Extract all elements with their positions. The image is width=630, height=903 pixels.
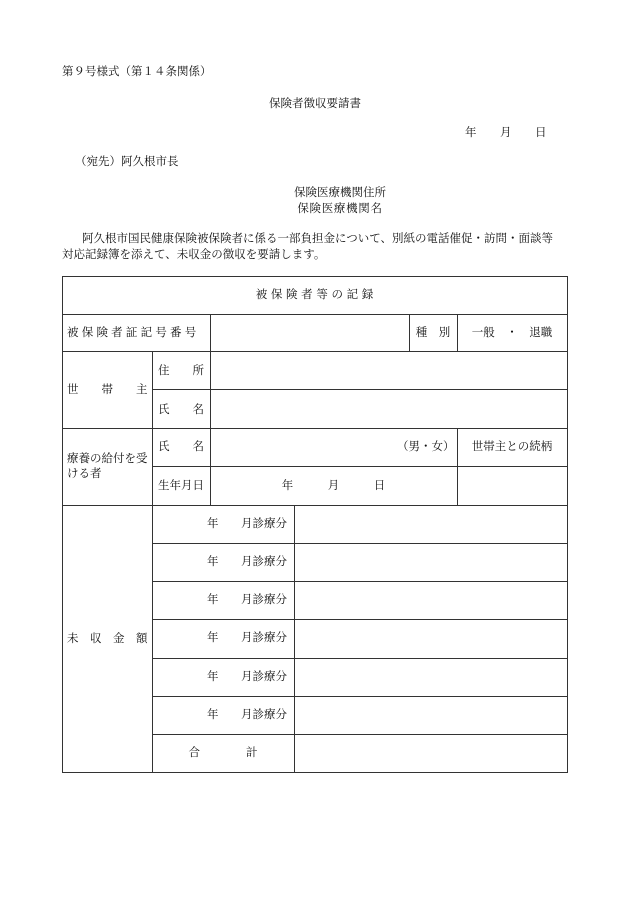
institution-name-label: 保険医療機関名 (297, 201, 383, 215)
total-label: 合 計 (188, 745, 258, 759)
unpaid-amount-label: 未 収 金 額 (67, 631, 148, 645)
unpaid-amount-field[interactable] (297, 622, 565, 656)
insured-number-label: 被保険者証記号番号 (67, 325, 200, 339)
type-label: 種 別 (415, 325, 451, 339)
householder-label: 世 帯 主 (67, 382, 148, 396)
relation-field[interactable] (460, 469, 565, 503)
date-month: 月 (500, 125, 512, 139)
unpaid-row-year: 年 (207, 516, 219, 530)
relation-label: 世帯主との続柄 (471, 439, 553, 453)
householder-name-label: 氏 名 (158, 402, 204, 416)
addressee: （宛先）阿久根市長 (75, 154, 179, 168)
householder-address-field[interactable] (213, 354, 565, 387)
form-number: 第９号様式（第１４条関係） (62, 64, 212, 78)
householder-address-label: 住 所 (158, 363, 204, 377)
total-amount-field[interactable] (297, 737, 565, 770)
insured-number-field[interactable] (213, 317, 407, 349)
type-options[interactable]: 一般 ・ 退職 (471, 325, 553, 339)
date-year: 年 (465, 125, 477, 139)
body-text-line2: 対応記録簿を添えて、未収金の徴収を要請します。 (62, 247, 326, 261)
unpaid-amount-field[interactable] (297, 584, 565, 617)
unpaid-row-month: 月診療分 (241, 554, 287, 568)
birthdate-value[interactable]: 年 月 日 (281, 478, 386, 492)
beneficiary-name-field[interactable] (213, 431, 393, 464)
unpaid-row-year: 年 (207, 669, 219, 683)
unpaid-amount-field[interactable] (297, 699, 565, 732)
unpaid-row-month: 月診療分 (241, 707, 287, 721)
beneficiary-label-line2: ける者 (67, 466, 102, 480)
unpaid-row-year: 年 (207, 554, 219, 568)
unpaid-amount-field[interactable] (297, 546, 565, 579)
table-header: 被 保 険 者 等 の 記 録 (255, 287, 374, 301)
birthdate-label: 生年月日 (158, 478, 204, 492)
gender-options[interactable]: （男・女） (397, 439, 455, 453)
beneficiary-name-label: 氏 名 (158, 439, 204, 453)
institution-address-label: 保険医療機関住所 (294, 185, 386, 199)
householder-name-field[interactable] (213, 392, 565, 426)
unpaid-amount-field[interactable] (297, 508, 565, 541)
unpaid-row-month: 月診療分 (241, 630, 287, 644)
date-day: 日 (535, 125, 547, 139)
unpaid-row-year: 年 (207, 630, 219, 644)
body-text-line1: 阿久根市国民健康保険被保険者に係る一部負担金について、別紙の電話催促・訪問・面談等 (82, 231, 554, 245)
unpaid-row-month: 月診療分 (241, 516, 287, 530)
unpaid-row-year: 年 (207, 707, 219, 721)
unpaid-row-month: 月診療分 (241, 669, 287, 683)
unpaid-row-year: 年 (207, 592, 219, 606)
unpaid-row-month: 月診療分 (241, 592, 287, 606)
beneficiary-label-line1: 療養の給付を受 (67, 451, 148, 465)
page-title: 保険者徴収要請書 (269, 96, 361, 110)
unpaid-amount-field[interactable] (297, 661, 565, 694)
